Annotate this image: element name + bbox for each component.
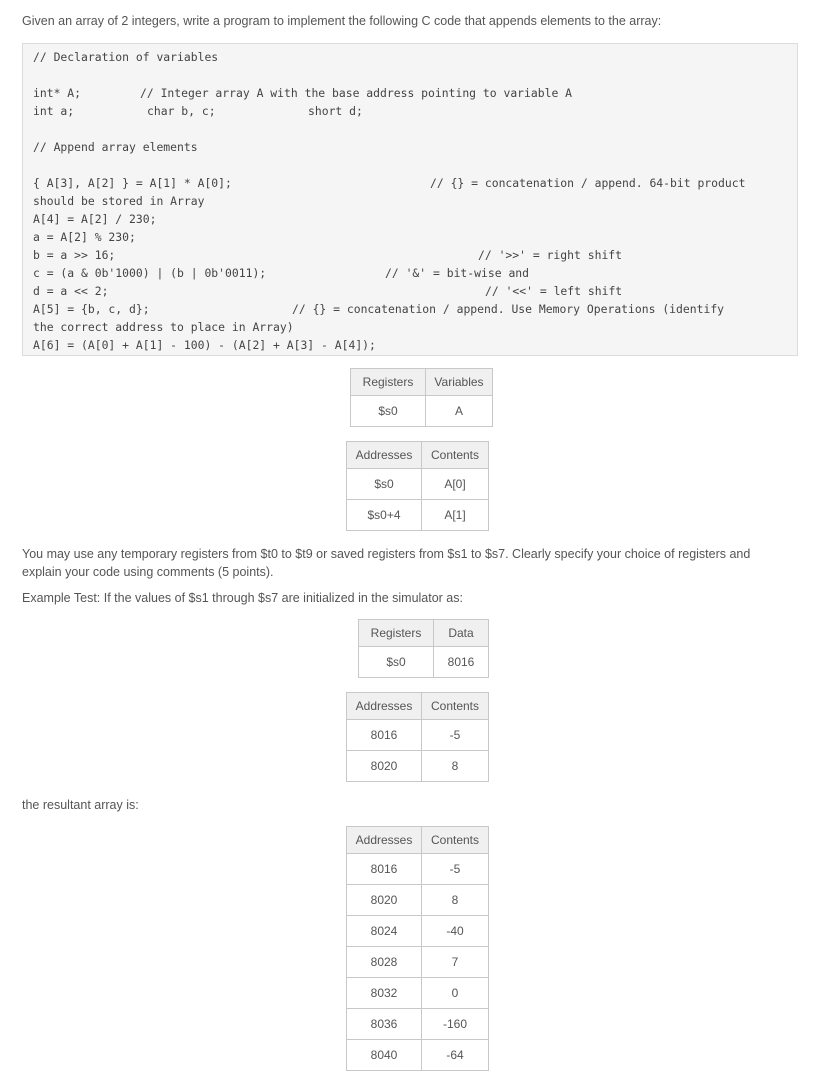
table-cell: 8016	[347, 854, 422, 885]
table-row	[347, 978, 489, 1009]
register-data-table	[358, 619, 489, 678]
address-content-table	[346, 441, 489, 531]
table-cell: -5	[422, 854, 489, 885]
table-row	[347, 1009, 489, 1040]
table-row	[347, 720, 489, 751]
table-row	[347, 1040, 489, 1071]
table-cell: -5	[422, 720, 489, 751]
intro-text: Given an array of 2 integers, write a program to implement the following C code that appends elements to the array:	[22, 14, 662, 28]
code-line: // {} = concatenation / append. 64-bit product	[430, 176, 746, 190]
column-header: Contents	[422, 693, 489, 720]
code-line: // '>>' = right shift	[478, 248, 623, 262]
table-cell: $s0+4	[347, 500, 422, 531]
table-cell: -64	[422, 1040, 489, 1071]
code-line: c = (a & 0b'1000) | (b | 0b'0011);	[33, 266, 267, 280]
table-row	[347, 854, 489, 885]
column-header: Contents	[422, 442, 489, 469]
code-line: // Declaration of variables	[33, 50, 219, 64]
code-line: should be stored in Array	[33, 194, 205, 208]
code-line: A[4] = A[2] / 230;	[33, 212, 157, 226]
table-cell: 8016	[434, 647, 489, 678]
table-row	[359, 647, 489, 678]
code-line: char b, c;	[147, 104, 216, 118]
result-text: the resultant array is:	[22, 798, 139, 812]
table-cell: 8040	[347, 1040, 422, 1071]
column-header: Variables	[426, 369, 493, 396]
table-cell: $s0	[347, 469, 422, 500]
code-line: // '<<' = left shift	[485, 284, 623, 298]
example-text: Example Test: If the values of $s1 through $s7 are initialized in the simulator as:	[22, 591, 463, 605]
code-line: b = a >> 16;	[33, 248, 116, 262]
table-cell: 7	[422, 947, 489, 978]
code-line: // Integer array A with the base address pointing to variable A	[140, 86, 573, 100]
table-row	[347, 947, 489, 978]
code-line: A[5] = {b, c, d};	[33, 302, 150, 316]
table-cell: 8036	[347, 1009, 422, 1040]
code-line: d = a << 2;	[33, 284, 109, 298]
table-row	[347, 500, 489, 531]
code-line: int a;	[33, 104, 75, 118]
code-block	[22, 43, 798, 356]
table-cell: A[0]	[422, 469, 489, 500]
table-cell: 8016	[347, 720, 422, 751]
table-cell: 8	[422, 885, 489, 916]
table-row	[347, 469, 489, 500]
result-memory-table	[346, 826, 489, 1071]
column-header: Registers	[351, 369, 426, 396]
table-cell: -160	[422, 1009, 489, 1040]
code-line: a = A[2] % 230;	[33, 230, 136, 244]
table-cell: 8024	[347, 916, 422, 947]
table-cell: A	[426, 396, 493, 427]
table-cell: 8020	[347, 751, 422, 782]
column-header: Data	[434, 620, 489, 647]
column-header: Addresses	[347, 827, 422, 854]
table-cell: A[1]	[422, 500, 489, 531]
initial-memory-table	[346, 692, 489, 782]
table-row	[347, 885, 489, 916]
column-header: Contents	[422, 827, 489, 854]
column-header: Addresses	[347, 693, 422, 720]
code-line: int* A;	[33, 86, 82, 100]
code-line: { A[3], A[2] } = A[1] * A[0];	[33, 176, 232, 190]
table-cell: $s0	[351, 396, 426, 427]
code-line: // '&' = bit-wise and	[385, 266, 530, 280]
column-header: Registers	[359, 620, 434, 647]
instructions-text-1: You may use any temporary registers from $t0 to $t9 or saved registers from $s1 to $s7. Clearly specify your choice of registers and	[22, 547, 751, 561]
table-cell: -40	[422, 916, 489, 947]
instructions-text-2: explain your code using comments (5 points).	[22, 565, 274, 579]
code-line: // Append array elements	[33, 140, 198, 154]
column-header: Addresses	[347, 442, 422, 469]
table-cell: 8028	[347, 947, 422, 978]
table-cell: $s0	[359, 647, 434, 678]
table-row	[347, 751, 489, 782]
table-cell: 0	[422, 978, 489, 1009]
register-variable-table	[350, 368, 493, 427]
code-line: short d;	[308, 104, 363, 118]
table-row	[347, 916, 489, 947]
table-cell: 8032	[347, 978, 422, 1009]
code-line: // {} = concatenation / append. Use Memory Operations (identify	[292, 302, 725, 316]
code-line: A[6] = (A[0] + A[1] - 100) - (A[2] + A[3] - A[4]);	[33, 338, 376, 352]
table-cell: 8	[422, 751, 489, 782]
code-line: the correct address to place in Array)	[33, 320, 294, 334]
table-row	[351, 396, 493, 427]
table-cell: 8020	[347, 885, 422, 916]
